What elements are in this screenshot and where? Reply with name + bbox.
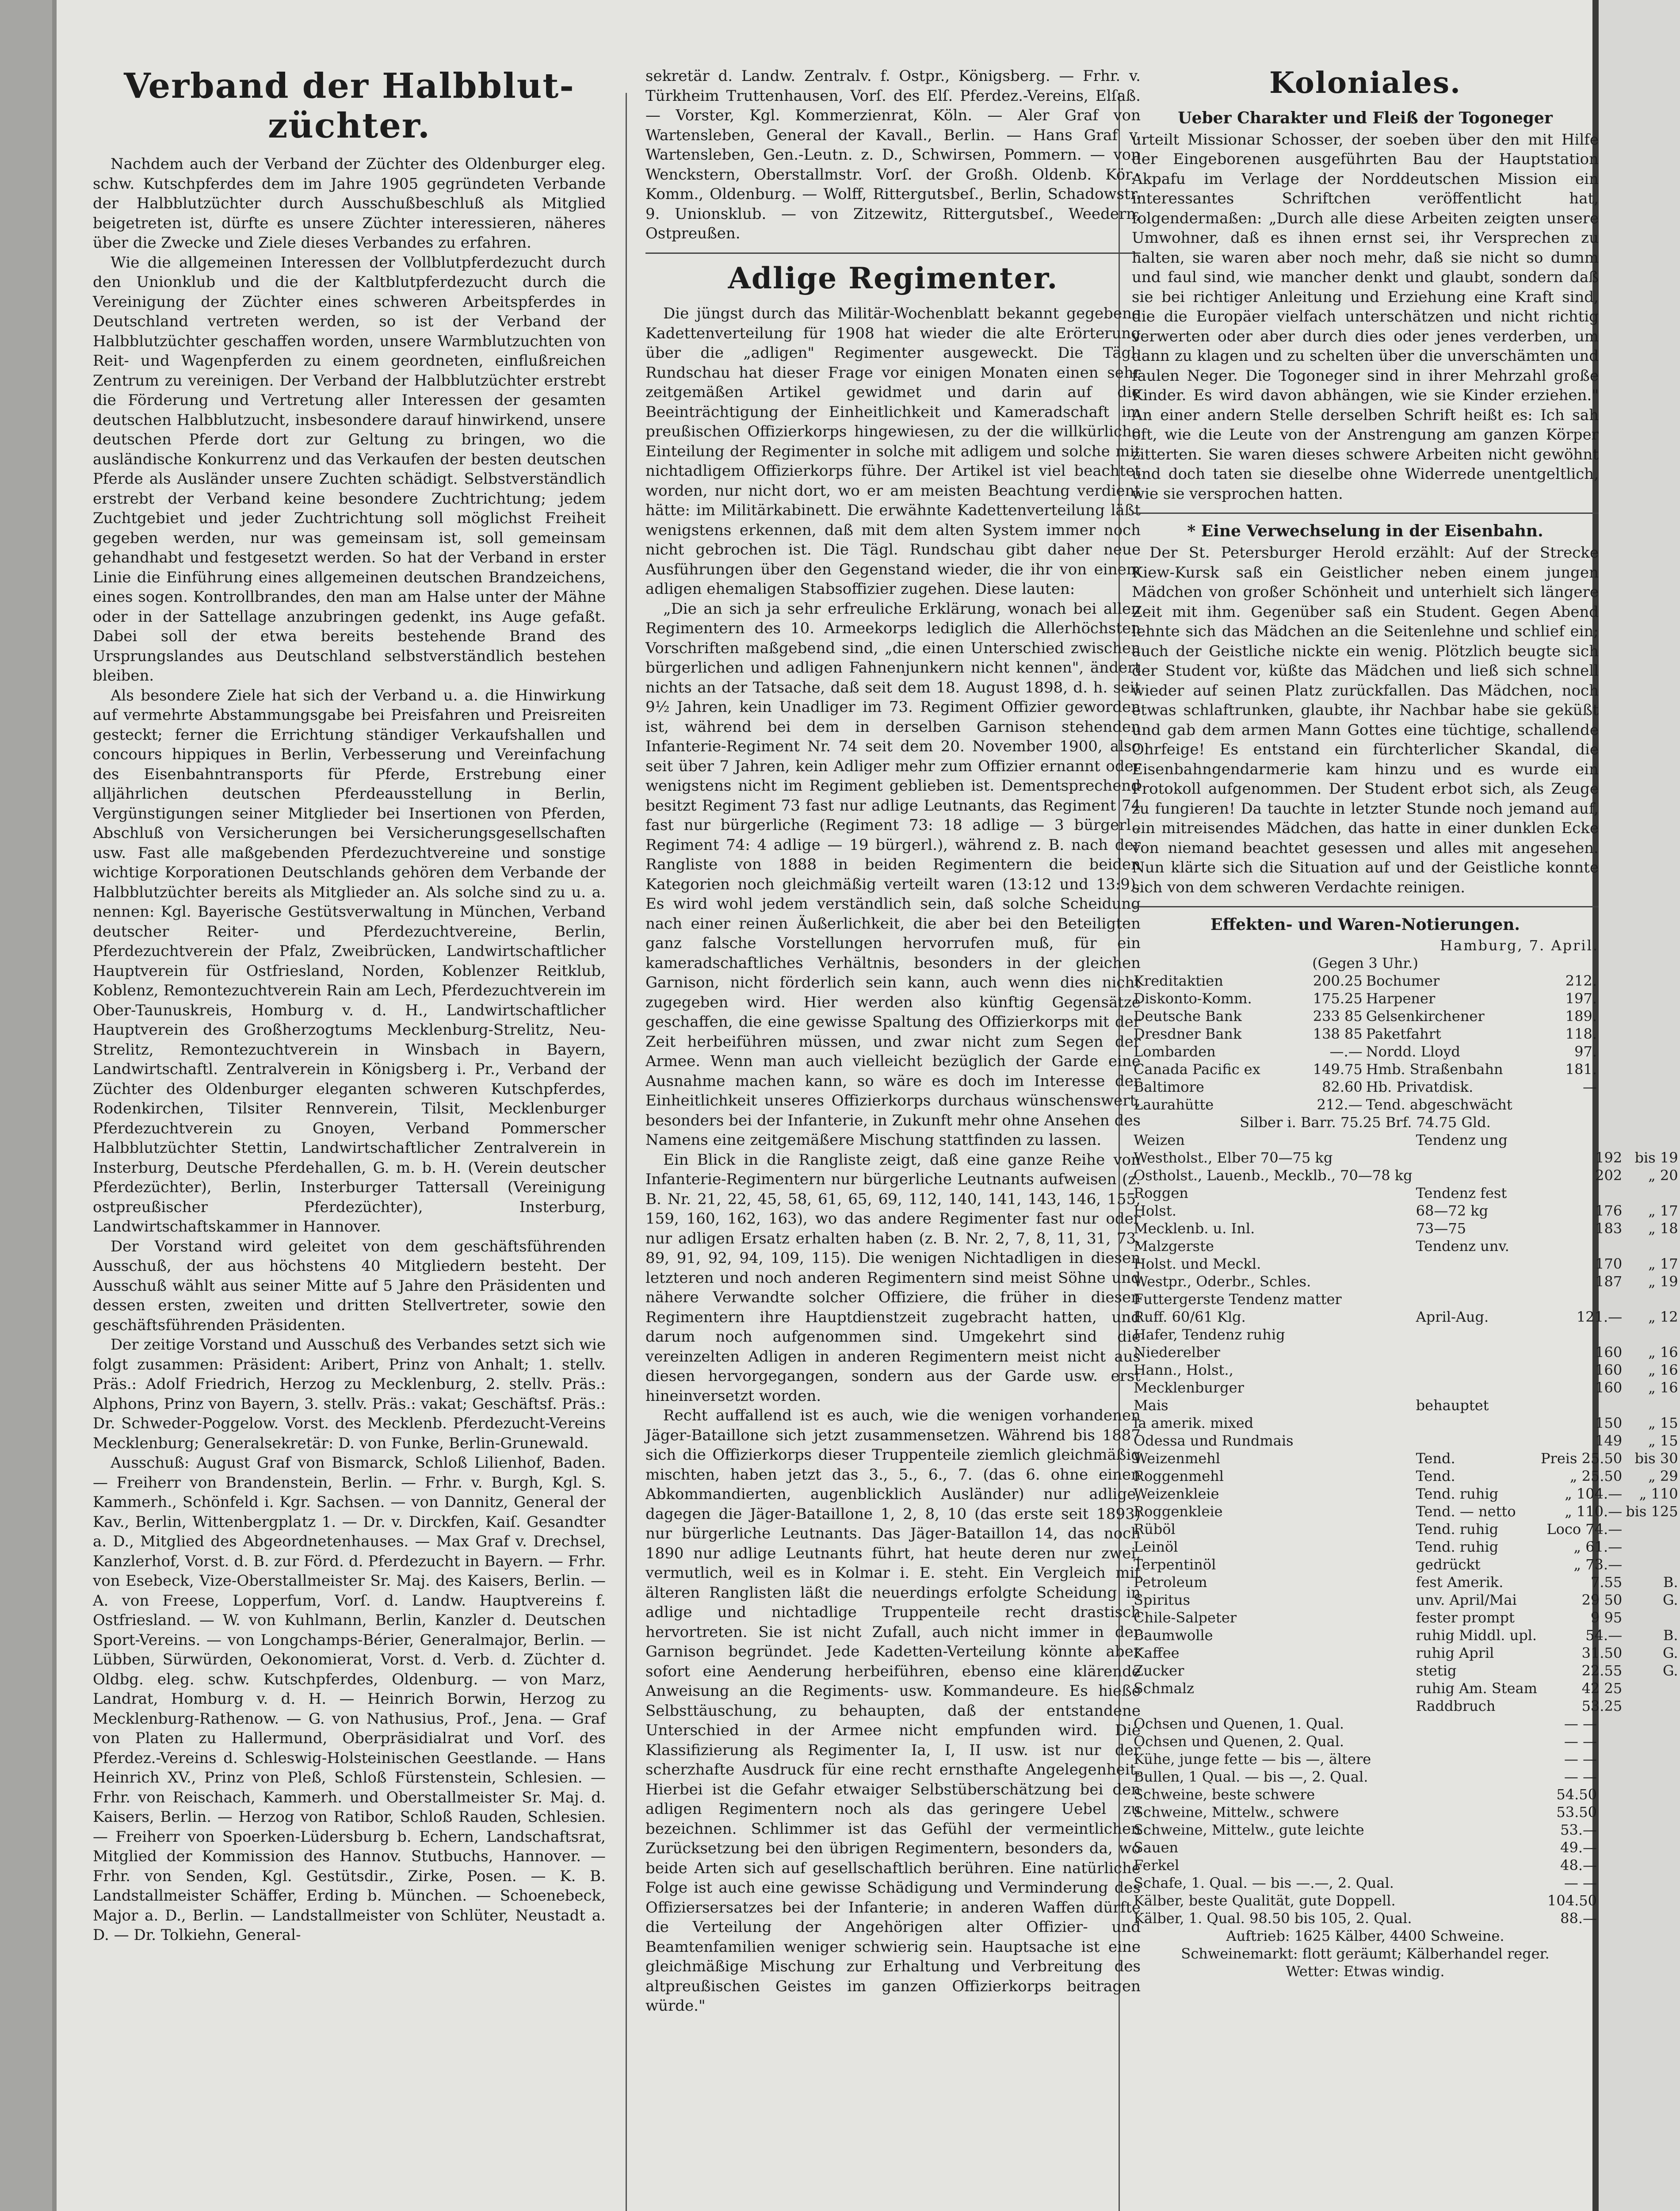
quote-cell: Hmb. Straßenbahn [1366, 1061, 1503, 1078]
quote-cell: 160 [1595, 1362, 1623, 1379]
quote-cell: G. [1662, 1591, 1678, 1609]
quote-cell [1414, 1432, 1539, 1450]
quote-row [1132, 1697, 1680, 1715]
quote-cell [1624, 1184, 1680, 1202]
quote-row [1132, 1733, 1599, 1750]
quote-cell: „ 19 [1648, 1273, 1678, 1290]
quote-cell: Tend. [1416, 1450, 1455, 1467]
quote-cell: „ 16 [1648, 1362, 1678, 1379]
quote-cell [1624, 1679, 1680, 1697]
paragraph: Ausschuß: August Graf von Bismarck, Schloß Lilienhof, Baden. — Freiherr von Brandenstein, Berlin. — Frhr. v. Burgh, Kgl. S. Kammerh., Schönfeld i. Kgr. Sachsen. — von Dannitz, General der Kav., Berlin, Wittenbergplatz 1. — Dr. v. Dirckfen, Kaiſ. Gesandter a. D., Mitglied des Abgeordnetenhauses. — Max Graf v. Drechsel, Kanzlerhof, Vorst. d. B. zur Förd. d. Pferdezucht in Bayern. — Frhr. von Esebeck, Vize-Oberstallmeister Sr. Maj. des Kaisers, Berlin. — A. von Freese, Lopperfum, Vorſ. d. Landw. Hauptvereins f. Ostfriesland. — W. von Kuhlmann, Berlin, Kanzler d. Deutschen Sport-Vereins. — von Longchamps-Bérier, Generalmajor, Berlin. — Lübben, Sürwürden, Oekonomierat, Vorst. d. Verb. d. Züchter d. Oldbg. eleg. schw. Kutschpferdes, Oldenburg. — von Marz, Landrat, Homburg v. d. H. — Heinrich Borwin, Herzog zu Mecklenburg-Rathenow. — G. von Nathusius, Prof., Jena. — Graf von Platen zu Hallermund, Oberpräsidialrat und Vorſ. des Pferdez.-Vereins d. Schleswig-Holsteinischen Geestlande. — Hans Heinrich XV., Prinz von Pleß, Schloß Fürstenstein, Schlesien. — Frhr. von Reischach, Kammerh. und Oberstallmeister Sr. Maj. d. Kaisers, Berlin. — Herzog von Ratibor, Schloß Rauden, Schlesien. — Freiherr von Spoerken-Lüdersburg b. Echern, Landschaftsrat, Mitglied der Kommission des Hannov. Stutbuchs, Hannover. — Frhr. von Senden, Kgl. Gestütsdir., Zirke, Posen. — K. B. Landstallmeister Schäffer, Erding b. München. — Schoenebeck, Major a. D., Berlin. — Landstallmeister von Schlüter, Neustadt a. D. — Dr. Tolkiehn, General- [93, 1454, 606, 1944]
quote-row [1132, 1414, 1680, 1432]
quote-cell: „ 20 [1648, 1167, 1678, 1184]
quote-row [1132, 1909, 1599, 1927]
quote-cell: 22.55 [1581, 1662, 1623, 1679]
quote-cell: 88.— [1560, 1910, 1597, 1927]
quote-row [1132, 1184, 1680, 1202]
quote-cell: Nordd. Lloyd [1366, 1043, 1460, 1060]
quote-cell: Mais [1134, 1397, 1168, 1414]
quote-cell: 233 85 [1313, 1008, 1363, 1025]
quote-cell: Baltimore [1134, 1079, 1204, 1096]
quote-cell: 160 [1595, 1344, 1623, 1361]
quote-row [1132, 1591, 1680, 1609]
article-title-halbblut: Verband der Halbblut- züchter. [124, 66, 575, 146]
quote-cell [1414, 1326, 1539, 1343]
quote-cell: Harpener [1366, 990, 1436, 1007]
quote-cell: „ 25.50 [1569, 1468, 1623, 1485]
quote-cell: behauptet [1416, 1397, 1489, 1414]
quote-cell: 212. [1565, 972, 1597, 990]
quote-cell: 149 [1595, 1432, 1623, 1450]
quote-row [1132, 990, 1599, 1007]
quote-cell: Tend. ruhig [1416, 1521, 1499, 1538]
quote-cell: Kreditaktien [1134, 972, 1223, 990]
quote-cell: stetig [1416, 1662, 1457, 1679]
quote-cell: bis 30 [1634, 1450, 1678, 1467]
quote-cell: 197. [1565, 990, 1597, 1007]
stock-quotes-table [1132, 972, 1599, 1113]
quote-cell: Westpr., Oderbr., Schles. [1134, 1273, 1311, 1290]
quote-row [1132, 1679, 1680, 1697]
quote-cell: „ 17 [1648, 1255, 1678, 1273]
quote-cell: Ochsen und Quenen, 1. Qual. [1134, 1715, 1344, 1733]
quote-cell: Hb. Privatdisk. [1366, 1079, 1474, 1096]
paragraph: Der St. Petersburger Herold erzählt: Auf der Strecke Kiew-Kursk saß ein Geistlicher neben einem jungen Mädchen von großer Schönheit und unterhielt sich längere Zeit mit ihm. Gegenüber saß ein Student. Gegen Abend lehnte sich das Mädchen an die Seitenlehne und schlief ein; auch der Geistliche nickte ein wenig. Plötzlich beugte sich der Student vor, küßte das Mädchen und ließ sich schnell wieder auf seinen Platz zurückfallen. Das Mädchen, noch etwas schlaftrunken, glaubte, ihr Nachbar habe sie geküßt und gab dem armen Mann Gottes eine tüchtige, schallende Ohrfeige! Es entstand ein fürchterlicher Skandal, die Eisenbahngendarmerie kam hinzu und es wurde ein Protokoll aufgenommen. Der Student erbot sich, als Zeuge zu fungieren! Da tauchte in letzter Stunde noch jemand auf, ein mitreisendes Mädchen, das hatte in einer dunklen Ecke von niemand beachtet gesessen und alles mit angesehen. Nun klärte sich die Situation auf und der Geistliche konnte sich von dem schweren Verdachte reinigen. [1132, 544, 1599, 896]
quote-row [1132, 1096, 1599, 1113]
quote-cell: Petroleum [1134, 1574, 1207, 1591]
quote-cell: 181. [1565, 1061, 1597, 1078]
cattle-quotes-table [1132, 1715, 1599, 1927]
quote-cell: „ 29 [1648, 1468, 1678, 1485]
quote-row [1132, 1786, 1599, 1803]
quote-cell [1624, 1609, 1680, 1626]
quote-cell: 187 [1595, 1273, 1623, 1290]
quote-cell: 68—72 kg [1416, 1202, 1489, 1220]
quote-cell: Tend. — netto [1416, 1503, 1516, 1520]
column-rule-1 [626, 93, 627, 2211]
quote-cell [1624, 1556, 1680, 1573]
quote-cell: 54.— [1585, 1627, 1623, 1644]
quote-cell: Diskonto-Komm. [1134, 990, 1252, 1007]
quote-cell: Weizenkleie [1134, 1485, 1219, 1503]
quote-cell: ruhig Middl. upl. [1416, 1627, 1537, 1644]
quote-cell [1624, 1131, 1680, 1149]
paragraph: Als besondere Ziele hat sich der Verband u. a. die Hinwirkung auf vermehrte Abstammungsgabe bei Preisfahren und Preisreiten gesteckt; ferner die Errichtung ständiger Verkaufshallen und concours hippiques in Berlin, Verbesserung und Vereinfachung des Eisenbahntransports für Pferde, Erstrebung einer alljährlichen deutschen Pferdeausstellung in Berlin, Vergünstigungen seiner Mitglieder bei Insertionen von Pferden, Abschluß von Versicherungen bei Versicherungsgesellschaften usw. Fast alle maßgebenden Pferdezuchtvereine und sonstige wichtige Korporationen Deutschlands gehören dem Verbande der Halbblutzüchter bereits als Mitglieder an. Als solche sind zu u. a. nennen: Kgl. Bayerische Gestütsverwaltung in München, Verband deutscher Reiter- und Pferdezuchtvereine, Berlin, Pferdezuchtverein der Pfalz, Zweibrücken, Landwirtschaftlicher Hauptverein für Ostfriesland, Norden, Koblenzer Reitklub, Koblenz, Remontezuchtverein Rain am Lech, Pferdezuchtverein im Ober-Taunuskreis, Homburg v. d. H., Landwirtschaftlicher Hauptverein des Großherzogtums Mecklenburg-Strelitz, Neu-Strelitz, Remontezuchtverein in Winsbach in Bayern, Landwirtschaftl. Zentralverein in Königsberg i. Pr., Verband der Züchter des Oldenburger eleganten schweren Kutschpferdes, Rodenkirchen, Tilsiter Rennverein, Tilsit, Mecklenburger Pferdezuchtverein zu Gnoyen, Verband Pommerscher Halbblutzüchter Stettin, Landwirtschaftlicher Zentralverein in Insterburg, Deutsche Pferdehallen, G. m. b. H. (Verein deutscher Pferdezüchter), Berlin, Insterburger Tattersall (Vereinigung ostpreußischer Pferdezüchter), Insterburg, Landwirtschaftskammer in Hannover. [93, 686, 606, 1236]
market-footer: Auftrieb: 1625 Kälber, 4400 Schweine. [1226, 1928, 1504, 1945]
quote-cell: Dresdner Bank [1134, 1025, 1242, 1043]
headline-verwechselung: * Eine Verwechselung in der Eisenbahn. [1187, 522, 1543, 541]
quote-cell: Tend. ruhig [1416, 1538, 1499, 1556]
quote-cell: Westholst., Elber 70—75 kg [1134, 1149, 1333, 1167]
quote-cell [1624, 1237, 1680, 1255]
section-title-koloniales: Koloniales. [1269, 65, 1462, 100]
quote-cell: — [1583, 1079, 1597, 1096]
quote-cell [1554, 1096, 1599, 1113]
quote-cell: Tendenz ung [1416, 1132, 1508, 1149]
quote-cell: „ 18 [1648, 1220, 1678, 1237]
quote-cell: 97. [1574, 1043, 1597, 1060]
quote-cell: fest Amerik. [1416, 1574, 1504, 1591]
quote-cell [1414, 1273, 1539, 1290]
quote-cell: Kälber, 1. Qual. 98.50 bis 105, 2. Qual. [1134, 1910, 1412, 1927]
quote-row [1132, 1556, 1680, 1573]
quote-row [1132, 1149, 1680, 1167]
quote-cell: la amerik. mixed [1134, 1415, 1254, 1432]
quote-row [1132, 1308, 1680, 1326]
quote-row [1132, 1255, 1680, 1273]
quote-cell: 54.50 [1556, 1786, 1597, 1803]
quote-cell: „ 15 [1648, 1415, 1678, 1432]
quote-cell: Futtergerste Tendenz matter [1134, 1291, 1342, 1308]
quote-cell: Bochumer [1366, 972, 1440, 990]
column-halbblut [93, 66, 606, 2211]
quote-cell: Paketfahrt [1366, 1025, 1441, 1043]
quote-cell: — — [1564, 1874, 1597, 1892]
quote-cell: 7.55 [1590, 1574, 1623, 1591]
quote-cell [1414, 1255, 1539, 1273]
silver-quote: Silber i. Barr. 75.25 Brf. 74.75 Gld. [1240, 1114, 1491, 1131]
quote-row [1132, 1396, 1680, 1414]
quote-cell: Odessa und Rundmais [1134, 1432, 1294, 1450]
quote-row [1132, 1361, 1680, 1379]
quote-cell: „ 16 [1648, 1379, 1678, 1396]
quote-cell [1624, 1538, 1680, 1556]
quote-cell: Ruff. 60/61 Klg. [1134, 1308, 1246, 1326]
quote-cell: Mecklenb. u. Inl. [1134, 1220, 1255, 1237]
paragraph: Der zeitige Vorstand und Ausschuß des Verbandes setzt sich wie folgt zusammen: Präsident: Aribert, Prinz von Anhalt; 1. stellv. Präs.: Adolf Friedrich, Herzog zu Mecklenburg, 2. stellv. Präs.: Alphons, Prinz von Bayern, 3. stellv. Präs.: vakat; Geschäftsf. Präs.: Dr. Schweder-Poggelow. Vorst. des Mecklenb. Pferdezucht-Vereins Mecklenburg; Generalsekretär: D. von Funke, Berlin-Grunewald. [93, 1336, 606, 1452]
quote-cell: —.— [1329, 1043, 1363, 1060]
quote-cell [1624, 1520, 1680, 1538]
quote-cell: 9 95 [1590, 1609, 1623, 1626]
quote-cell: 189. [1565, 1008, 1597, 1025]
quote-cell: Spiritus [1134, 1591, 1191, 1609]
quote-cell: Ostholst., Lauenb., Mecklb., 70—78 kg [1134, 1167, 1413, 1184]
quote-row [1132, 1485, 1680, 1503]
quote-cell: Schweine, Mittelw., gute leichte [1134, 1821, 1364, 1839]
quote-cell: 200.25 [1313, 972, 1363, 990]
quote-cell: ruhig Am. Steam [1416, 1680, 1537, 1697]
scan-left-margin [0, 0, 52, 2211]
market-footer: Schweinemarkt: flott geräumt; Kälberhandel reger. [1181, 1945, 1550, 1962]
quote-cell: — — [1564, 1733, 1597, 1750]
quote-cell: 202 [1595, 1167, 1623, 1184]
quote-cell: Laurahütte [1134, 1096, 1214, 1113]
quote-row [1132, 1750, 1599, 1768]
quote-cell: „ 73.— [1573, 1556, 1623, 1573]
quote-cell: Schmalz [1134, 1680, 1194, 1697]
quote-cell: Sauen [1134, 1839, 1179, 1856]
quote-cell: Hafer, Tendenz ruhig [1134, 1326, 1285, 1343]
quote-cell [1414, 1379, 1539, 1396]
quote-cell: „ 16 [1648, 1344, 1678, 1361]
column-koloniales [1132, 65, 1678, 2211]
quote-cell: Kühe, junge fette — bis —, ältere [1134, 1751, 1371, 1768]
quote-cell: 121.— [1576, 1308, 1623, 1326]
quote-row [1132, 1803, 1599, 1821]
quote-cell [1414, 1167, 1539, 1184]
quote-cell: Lombarden [1134, 1043, 1216, 1060]
quote-cell: 160 [1595, 1379, 1623, 1396]
quote-cell: Terpentinöl [1134, 1556, 1216, 1573]
quote-cell: Ferkel [1134, 1857, 1180, 1874]
quote-row [1132, 1715, 1599, 1733]
quote-cell: B. [1663, 1627, 1678, 1644]
quote-cell: Tend. ruhig [1416, 1485, 1499, 1503]
quote-cell: Gelsenkirchener [1366, 1008, 1485, 1025]
quote-row [1132, 1626, 1680, 1644]
quote-row [1132, 1131, 1680, 1149]
quote-cell: Roggenmehl [1134, 1468, 1224, 1485]
quote-cell [1624, 1396, 1680, 1414]
quote-cell: Tendenz unv. [1416, 1238, 1509, 1255]
quote-cell [1414, 1290, 1539, 1308]
quote-cell [1539, 1326, 1624, 1343]
quote-cell: Baumwolle [1134, 1627, 1213, 1644]
quote-row [1132, 1273, 1680, 1290]
quote-cell: Tend. [1416, 1468, 1455, 1485]
quote-row [1132, 1007, 1599, 1025]
quote-row [1132, 1467, 1680, 1485]
quote-cell: 183 [1595, 1220, 1623, 1237]
separator [1132, 906, 1599, 907]
quote-row [1132, 1503, 1680, 1520]
scan-gutter [52, 0, 57, 2211]
quote-row [1132, 1874, 1599, 1892]
quote-row [1132, 1856, 1599, 1874]
quote-cell: Kälber, beste Qualität, gute Doppell. [1134, 1892, 1396, 1909]
quote-cell: — — [1564, 1751, 1597, 1768]
quote-row [1132, 1237, 1680, 1255]
quote-cell: „ 110 [1639, 1485, 1678, 1503]
quote-cell: fester prompt [1416, 1609, 1515, 1626]
quote-cell: 104.50 [1547, 1892, 1597, 1909]
quote-row [1132, 1609, 1680, 1626]
quote-cell [1414, 1343, 1539, 1361]
quote-cell: Leinöl [1134, 1538, 1178, 1556]
quote-cell [1539, 1184, 1624, 1202]
market-place: Hamburg, 7. April. [1440, 937, 1599, 954]
quote-cell: „ 17 [1648, 1202, 1678, 1220]
quote-cell: Bullen, 1 Qual. — bis —, 2. Qual. [1134, 1768, 1368, 1786]
quote-cell [1539, 1131, 1624, 1149]
quote-cell: Deutsche Bank [1134, 1008, 1242, 1025]
quote-cell: Hann., Holst., [1134, 1362, 1233, 1379]
quote-cell: B. [1663, 1574, 1678, 1591]
quote-row [1132, 1343, 1680, 1361]
paragraph: Ein Blick in die Rangliste zeigt, daß eine ganze Reihe von Infanterie-Regimentern nur bürgerliche Leutnants aufweisen (z. B. Nr. 21, 22, 45, 58, 61, 65, 69, 112, 140, 141, 143, 146, 155, 159, 160, 162, 163), wo das andere Regimenter fast nur oder nur adligen Ersatz erhalten haben (z. B. Nr. 2, 7, 8, 11, 31, 73, 89, 91, 92, 94, 109, 115). Die wenigen Nichtadligen in diesen letzteren und noch anderen Regimentern sind meist Söhne und nähere Verwandte solcher Offiziere, die früher in diesen Regimentern ihre Hauptdienstzeit zugebracht hatten, und darum noch aufgenommen sind. Umgekehrt sind die vereinzelten Adligen in anderen Regimentern meist nicht aus diesen hervorgegangen, sondern aus der Garde usw. erst hineinversetzt worden. [645, 1151, 1141, 1405]
paragraph: Der Vorstand wird geleitet von dem geschäftsführenden Ausschuß, der aus höchstens 40 Mitgliedern besteht. Der Ausschuß wählt aus seiner Mitte auf 5 Jahre den Präsidenten und dessen ersten, zweiten und dritten Stellvertreter, sowie den geschäftsführenden Präsidenten. [93, 1237, 606, 1334]
quote-cell [1624, 1326, 1680, 1343]
quote-row [1132, 1078, 1599, 1096]
article-title-regimenter: Adlige Regimenter. [728, 260, 1058, 295]
quote-cell: G. [1662, 1645, 1678, 1662]
quote-cell: „ 104.— [1565, 1485, 1623, 1503]
paragraph: Nachdem auch der Verband der Züchter des Oldenburger eleg. schw. Kutschpferdes dem im Jahre 1905 gegründeten Verbande der Halbblutzüchter durch Ausschußbeschluß als Mitglied beigetreten ist, dürfte es unsere Züchter interessieren, näheres über die Zwecke und Ziele dieses Verbandes zu erfahren. [93, 155, 606, 252]
quote-cell: 82.60 [1322, 1079, 1363, 1096]
quote-cell: Roggen [1134, 1185, 1188, 1202]
quote-cell: „ 61.— [1573, 1538, 1623, 1556]
quote-cell: 42 25 [1581, 1680, 1623, 1697]
quote-cell: 31.50 [1581, 1645, 1623, 1662]
goods-quotes-table [1132, 1131, 1680, 1715]
quote-cell [1414, 1149, 1539, 1167]
quote-row [1132, 1662, 1680, 1679]
quote-cell: gedrückt [1416, 1556, 1481, 1573]
quote-cell [1539, 1396, 1624, 1414]
quote-cell: Schweine, Mittelw., schwere [1134, 1804, 1339, 1821]
separator [645, 252, 1141, 254]
separator [1132, 513, 1599, 514]
quote-cell: unv. April/Mai [1416, 1591, 1517, 1609]
quote-cell: Weizen [1134, 1132, 1185, 1149]
quote-cell: Holst. und Meckl. [1134, 1255, 1261, 1273]
quote-row [1132, 1538, 1680, 1556]
market-title: Effekten- und Waren-Notierungen. [1210, 915, 1520, 934]
quote-cell: Schweine, beste schwere [1134, 1786, 1315, 1803]
quote-row [1132, 1821, 1599, 1839]
market-footer: Wetter: Etwas windig. [1286, 1963, 1445, 1980]
quote-cell: ruhig April [1416, 1645, 1494, 1662]
quote-cell: 53.25 [1581, 1698, 1623, 1715]
quote-cell: Preis 25.50 [1540, 1450, 1623, 1467]
quote-cell [1624, 1697, 1680, 1715]
quote-row [1132, 1379, 1680, 1396]
quote-row [1132, 1768, 1599, 1786]
paragraph: urteilt Missionar Schosser, der soeben über den mit Hilfe der Eingeborenen ausgeführten Bau der Hauptstation Akpafu im Verlage der Norddeutschen Mission ein interessantes Schriftchen veröffentlicht hat, folgendermaßen: „Durch alle diese Arbeiten zeigten unsere Umwohner, daß es ihnen ernst sei, ihr Versprechen zu halten, sie waren aber noch mehr, daß sie nicht so dumm und faul sind, wie mancher denkt und glaubt, sondern daß sie bei richtiger Anleitung und Erziehung eine Kraft sind, die die Europäer vielfach unterschätzen und nicht richtig verwerten oder aber durch dies oder jenes verderben, um dann zu klagen und zu schelten über die unverschämten und faulen Neger. Die Togoneger sind in ihrer Mehrzahl große Kinder. Es wird davon abhängen, wie sie Kinder erziehen." An einer andern Stelle derselben Schrift heißt es: Ich sah oft, wie die Leute von der Anstrengung am ganzen Körper zitterten. Sie waren dieses schwere Arbeiten nicht gewöhnt und doch taten sie dieselbe ohne Widerrede unentgeltlich, wie sie versprochen hatten. [1132, 130, 1599, 503]
quote-cell: Holst. [1134, 1202, 1176, 1220]
quote-cell: 175.25 [1313, 990, 1363, 1007]
quote-cell: 73—75 [1416, 1220, 1466, 1237]
quote-cell: Ochsen und Quenen, 2. Qual. [1134, 1733, 1344, 1750]
quote-cell: Kaffee [1134, 1645, 1180, 1662]
paragraph: „Die an sich ja sehr erfreuliche Erklärung, wonach bei allen Regimentern des 10. Armeekorps lediglich die Allerhöchsten Vorschriften maßgebend sind, „die einen Unterschied zwischen bürgerlichen und adligen Fahnenjunkern nicht kennen", ändert nichts an der Tatsache, daß seit dem 18. August 1898, d. h. seit 9½ Jahren, kein Unadliger im 73. Regiment Offizier geworden ist, während bei dem in derselben Garnison stehenden Infanterie-Regiment Nr. 74 seit dem 20. November 1900, also seit über 7 Jahren, kein Adliger mehr zum Offizier ernannt oder wenigstens nicht im Regiment geblieben ist. Dementsprechend besitzt Regiment 73 fast nur adlige Leutnants, das Regiment 74 fast nur bürgerliche (Regiment 73: 18 adlige — 3 bürgerl., Regiment 74: 4 adlige — 19 bürgerl.), während z. B. nach der Rangliste von 1888 in beiden Regimentern die beiden Kategorien noch gleichmäßig verteilt waren (13:12 und 13:9). Es wird wohl jedem verständlich sein, daß solche Scheidung nach einer reinen Äußerlichkeit, die aber bei den Beteiligten ganz falsche Vorstellungen hervorrufen muß, für ein kameradschaftliches Verhältnis, besonders in der gleichen Garnison, nicht förderlich sein kann, auch wenn dies nicht zugegeben wird. Hier werden also künftig Gegensätze geschaffen, die eine gewisse Spaltung des Offizierkorps mit der Zeit herbeiführen müssen, und zwar nicht zum Segen der Armee. Wenn man auch vielleicht bezüglich der Garde eine Ausnahme machen kann, so wäre es doch im Interesse der Einheitlichkeit unseres Offizierkorps durchaus wünschenswert, besonders bei der Infanterie, in Zukunft mehr ohne Ansehen des Namens eine zeitgemäßere Mischung stattfinden zu lassen. [645, 600, 1141, 1149]
quote-cell: 53.— [1560, 1821, 1597, 1839]
quote-cell: Canada Pacific ex [1134, 1061, 1260, 1078]
quote-cell: Tend. abgeschwächt [1366, 1096, 1512, 1113]
quote-row [1132, 1326, 1680, 1343]
quote-cell [1414, 1361, 1539, 1379]
quote-cell: Schafe, 1. Qual. — bis —.—, 2. Qual. [1134, 1874, 1394, 1892]
paragraph: Recht auffallend ist es auch, wie die wenigen vorhandenen Jäger-Bataillone sich jetzt zusammensetzen. Während bis 1887 sich die Offizierkorps dieser Truppenteile ziemlich gleichmäßig mischten, haben jetzt das 3., 5., 6., 7. (das 6. ohne einen Abkommandierten, augenblicklich Ausländer) nur adlige, dagegen die Jäger-Bataillone 1, 2, 8, 10 (das erste seit 1893) nur bürgerliche Leutnants. Das Jäger-Bataillon 14, das noch 1890 nur adlige Leutnants führt, hat heute deren nur zwei, vermutlich, weil es in Kolmar i. E. steht. Ein Vergleich mit älteren Ranglisten läßt die neuerdings erfolgte Scheidung in adlige und nichtadlige Truppenteile recht drastisch hervortreten. Sie ist nicht Zufall, auch nicht immer in der Garnison begründet. Jede Kadetten-Verteilung könnte aber sofort eine Aenderung herbeiführen, ebenso eine klärende Anweisung an die Regiments- usw. Kommandeure. Es hieße Selbsttäuschung, zu behaupten, daß der entstandene Unterschied in der Armee nicht empfunden wird. Die Klassifizierung als Regimenter Ia, I, II usw. ist nur der scherzhafte Ausdruck für eine recht ernsthafte Angelegenheit. Hierbei ist die Gefahr etwaiger Selbstüberschätzung bei den adligen Regimentern noch als das geringere Uebel zu bezeichnen. Schlimmer ist das Gefühl der vermeintlichen Zurücksetzung bei den übrigen Regimentern, besonders da, wo beide Arten sich auf gesellschaftlich berühren. Eine natürliche Folge ist auch eine gewisse Schädigung und Verminderung des Offiziersersatzes bei der Infanterie; in anderen Waffen dürfte die Verteilung der Angehörigen alter Offizier- und Beamtenfamilien weniger schwierig sein. Hauptsache ist eine gleichmäßige Mischung zur Erhaltung und Verbreitung des altpreußischen Geistes im ganzen Offizierkorps beitragen würde." [645, 1407, 1141, 2015]
quote-row [1132, 1025, 1599, 1043]
quote-cell: 212.— [1317, 1096, 1363, 1113]
quote-cell: „ 110.— [1565, 1503, 1623, 1520]
quote-cell: — — [1564, 1768, 1597, 1786]
quote-cell: „ 15 [1648, 1432, 1678, 1450]
quote-cell: 176 [1595, 1202, 1623, 1220]
quote-cell: 149.75 [1313, 1061, 1363, 1078]
quote-cell: Chile-Salpeter [1134, 1609, 1237, 1626]
quote-cell: April-Aug. [1416, 1308, 1489, 1326]
quote-cell: Tendenz fest [1416, 1185, 1507, 1202]
paragraph-continued: sekretär d. Landw. Zentralv. f. Ostpr., Königsberg. — Frhr. v. Türkheim Truttenhausen, Vorſ. des Elſ. Pferdez.-Vereins, Elſaß. — Vorster, Kgl. Kommerzienrat, Köln. — Aler Graf von Wartensleben, General der Kavall., Berlin. — Hans Graf v. Wartensleben, Gen.-Leutn. z. D., Schwirsen, Pommern. — von Wenckstern, Oberstallmstr. Vorſ. der Großh. Oldenb. Kör.-Komm., Oldenburg. — Wolff, Rittergutsbeſ., Berlin, Schadowstr. 9. Unionsklub. — von Zitzewitz, Rittergutsbeſ., Weedern, Ostpreußen. [645, 67, 1141, 242]
quote-cell: Mecklenburger [1134, 1379, 1244, 1396]
quote-cell: bis 125 [1626, 1503, 1678, 1520]
quote-row [1132, 1450, 1680, 1467]
headline-togoneger: Ueber Charakter und Fleiß der Togoneger [1178, 108, 1553, 127]
market-time: (Gegen 3 Uhr.) [1312, 955, 1418, 972]
quote-cell: Loco 74.— [1546, 1521, 1623, 1538]
quote-cell: G. [1662, 1662, 1678, 1679]
quote-row [1132, 1892, 1599, 1909]
quote-cell: Raddbruch [1416, 1698, 1496, 1715]
quote-cell [1539, 1237, 1624, 1255]
quote-row [1132, 1290, 1680, 1308]
quote-row [1132, 1167, 1680, 1184]
quote-cell: 150 [1595, 1415, 1623, 1432]
quote-cell: 53.50 [1556, 1804, 1597, 1821]
quote-cell: 170 [1595, 1255, 1623, 1273]
quote-row [1132, 972, 1599, 990]
quote-cell: 29 50 [1581, 1591, 1623, 1609]
quote-cell: Zucker [1134, 1662, 1184, 1679]
quote-row [1132, 1520, 1680, 1538]
quote-cell [1624, 1290, 1680, 1308]
quote-cell [1539, 1290, 1624, 1308]
quote-cell: 48.— [1560, 1857, 1597, 1874]
quote-cell: Niederelber [1134, 1344, 1220, 1361]
quote-cell: bis 19 [1634, 1149, 1678, 1167]
quote-row [1132, 1220, 1680, 1237]
paragraph: Wie die allgemeinen Interessen der Vollblutpferdezucht durch den Unionklub und die der Kaltblutpferdezucht durch die Vereinigung der Züchter eines schweren Arbeitspferdes in Deutschland vertreten werden, so ist der Verband der Halbblutzüchter geschaffen worden, unsere Warmblutzuchten von Reit- und Wagenpferden zu einem geordneten, einflußreichen Zentrum zu vereinigen. Der Verband der Halbblutzüchter erstrebt die Förderung und Vertretung aller Interessen der gesamten deutschen Halbblutzucht, insbesondere darauf hinwirkend, unsere deutschen Pferde dort zur Geltung zu bringen, wo die ausländische Konkurrenz und das Verkaufen der besten deutschen Pferde als Ausländer unsere Zuchten schädigt. Selbstverständlich erstrebt der Verband keine besondere Zuchtrichtung; jedem Zuchtgebiet und jeder Zuchtrichtung soll möglichst Freiheit gegeben werden, nur was gemeinsam ist, soll gemeinsam gehandhabt und festgesetzt werden. So hat der Verband in erster Linie die Einführung eines allgemeinen deutschen Brandzeichens, eines sogen. Kontrollbrandes, den man am Halse unter der Mähne oder in der Sattellage anzubringen gedenkt, ins Auge gefaßt. Dabei soll der etwa bereits bestehende Brand des Ursprungslandes aus Deutschland selbstverständlich bestehen bleiben. [93, 253, 606, 685]
quote-cell: Rüböl [1134, 1521, 1176, 1538]
quote-cell: 118. [1565, 1025, 1597, 1043]
column-regimenter [645, 66, 1141, 2211]
quote-row [1132, 1644, 1680, 1662]
quote-cell [1132, 1697, 1414, 1715]
quote-cell [1414, 1414, 1539, 1432]
quote-cell: Malzgerste [1134, 1238, 1214, 1255]
quote-cell: Weizenmehl [1134, 1450, 1220, 1467]
quote-row [1132, 1839, 1599, 1856]
quote-cell: — — [1564, 1715, 1597, 1733]
quote-row [1132, 1202, 1680, 1220]
quote-cell: 49.— [1560, 1839, 1597, 1856]
quote-cell: 138 85 [1313, 1025, 1363, 1043]
quote-cell: „ 12 [1648, 1308, 1678, 1326]
quote-cell: Roggenkleie [1134, 1503, 1223, 1520]
quote-row [1132, 1573, 1680, 1591]
paragraph: Die jüngst durch das Militär-Wochenblatt bekannt gegebene Kadettenverteilung für 1908 hat wieder die alte Erörterung über die „adligen" Regimenter ausgeweckt. Die Tägl. Rundschau hat dieser Frage vor einigen Monaten einen sehr zeitgemäßen Artikel gewidmet und darin auf die Beeinträchtigung der Einheitlichkeit und Kameradschaft im preußischen Offizierkorps hingewiesen, zu der die willkürliche Einteilung der Regimenter in solche mit adligem und solche mit nichtadligem Offizierkorps führe. Der Artikel ist viel beachtet worden, nur nicht dort, wo er am meisten Beachtung verdient hätte: im Militärkabinett. Die erwähnte Kadettenverteilung läßt wenigstens erkennen, daß mit dem alten System immer noch nicht gebrochen ist. Die Tägl. Rundschau gibt daher neue Ausführungen über den Gegenstand wieder, die ihr von einem adligen ehemaligen Stabsoffizier zugehen. Diese lauten: [645, 305, 1141, 598]
quote-row [1132, 1432, 1680, 1450]
quote-cell: 192 [1595, 1149, 1623, 1167]
quote-row [1132, 1060, 1599, 1078]
quote-row [1132, 1043, 1599, 1060]
